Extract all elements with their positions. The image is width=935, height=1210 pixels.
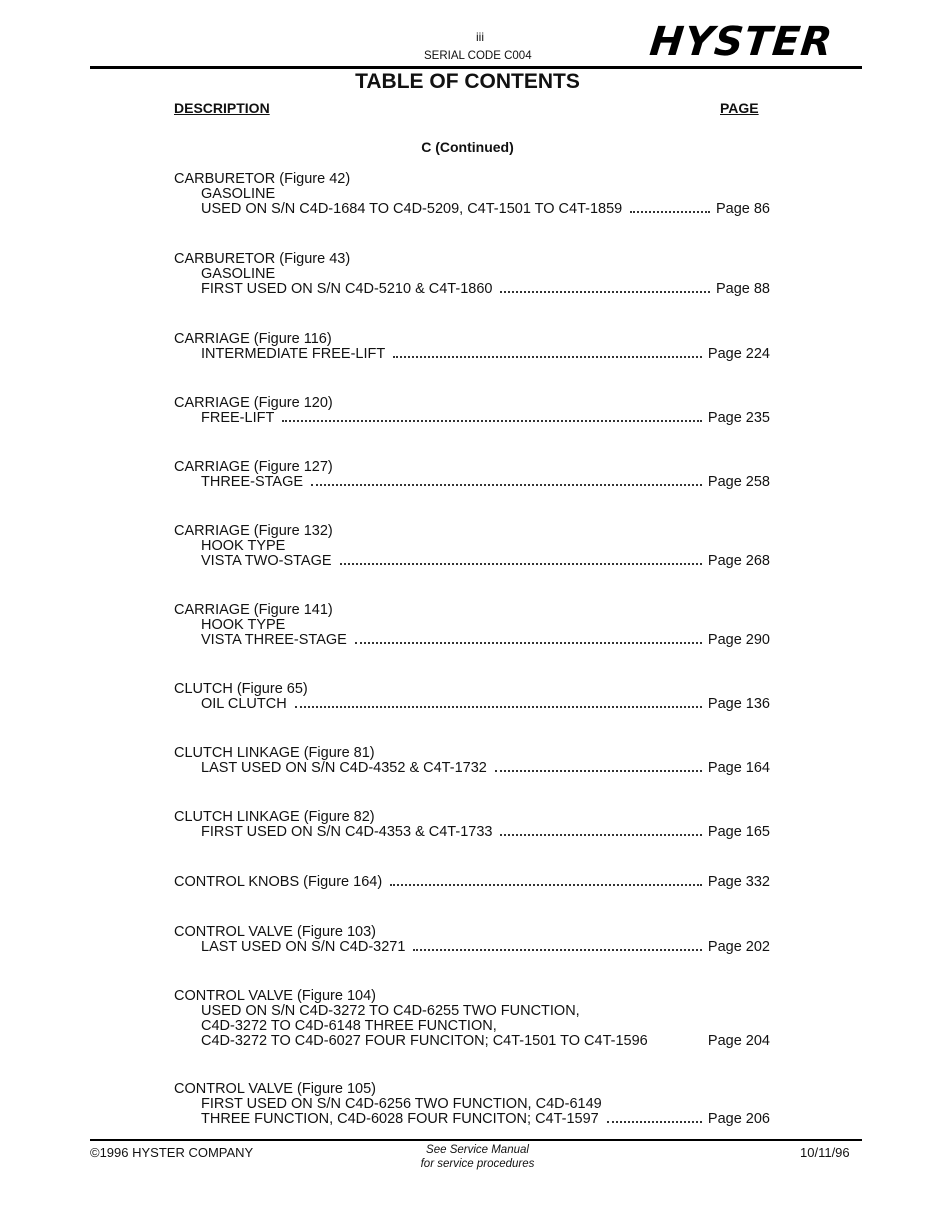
dot-leader bbox=[355, 642, 702, 644]
toc-entry-leader-line bbox=[174, 554, 770, 569]
dot-leader bbox=[340, 563, 702, 565]
toc-entry-leader-line bbox=[174, 347, 770, 362]
toc-entry-title: CONTROL VALVE (Figure 104) bbox=[174, 988, 376, 1004]
toc-entry bbox=[174, 332, 770, 362]
toc-entry-title: CLUTCH LINKAGE (Figure 82) bbox=[174, 809, 375, 825]
toc-entry bbox=[174, 875, 770, 890]
toc-entry-subtitle: C4D-3272 TO C4D-6148 THREE FUNCTION, bbox=[201, 1018, 497, 1034]
toc-entry-page: Page 86 bbox=[715, 201, 770, 217]
copyright: ©1996 HYSTER COMPANY bbox=[90, 1145, 254, 1160]
toc-entry-leader-line bbox=[174, 411, 770, 426]
toc-entry bbox=[174, 396, 770, 426]
toc-entry-title: CARRIAGE (Figure 127) bbox=[174, 459, 333, 475]
dot-leader bbox=[607, 1121, 702, 1123]
toc-entry bbox=[174, 252, 770, 297]
toc-entry-title: CONTROL VALVE (Figure 103) bbox=[174, 924, 376, 940]
toc-entry-leader-line bbox=[174, 282, 770, 297]
dot-leader bbox=[495, 770, 702, 772]
footer-rule bbox=[90, 1139, 862, 1141]
dot-leader bbox=[311, 484, 702, 486]
toc-entry-detail: INTERMEDIATE FREE-LIFT bbox=[201, 346, 386, 362]
dot-leader bbox=[282, 420, 702, 422]
toc-entry-leader-line bbox=[174, 825, 770, 840]
service-manual-note-line2: for service procedures bbox=[420, 1158, 535, 1170]
toc-entry-page: Page 88 bbox=[715, 281, 770, 297]
toc-entry-page: Page 136 bbox=[707, 696, 770, 712]
toc-entry bbox=[174, 460, 770, 490]
toc-entry bbox=[174, 810, 770, 840]
header-rule bbox=[90, 66, 862, 69]
toc-entry-page: Page 268 bbox=[707, 553, 770, 569]
toc-entry-leader-line bbox=[174, 475, 770, 490]
toc-entry-leader-line bbox=[174, 1112, 770, 1127]
dot-leader bbox=[630, 211, 710, 213]
serial-code: SERIAL CODE C004 bbox=[424, 50, 532, 62]
toc-entry bbox=[174, 172, 770, 217]
section-heading: C (Continued) bbox=[421, 139, 514, 155]
toc-entry-page: Page 290 bbox=[707, 632, 770, 648]
toc-entry-title: CARRIAGE (Figure 120) bbox=[174, 395, 333, 411]
toc-entry-detail: FIRST USED ON S/N C4D-5210 & C4T-1860 bbox=[201, 281, 493, 297]
toc-entry-subtitle: USED ON S/N C4D-3272 TO C4D-6255 TWO FUNCTION, bbox=[201, 1003, 580, 1019]
toc-entry-page: Page 204 bbox=[707, 1033, 770, 1049]
toc-entry bbox=[174, 1082, 770, 1127]
toc-entry-detail: VISTA TWO-STAGE bbox=[201, 553, 332, 569]
toc-entry-page: Page 165 bbox=[707, 824, 770, 840]
toc-entry-page: Page 206 bbox=[707, 1111, 770, 1127]
toc-entry-title: CONTROL VALVE (Figure 105) bbox=[174, 1081, 376, 1097]
toc-entry-title: CARRIAGE (Figure 132) bbox=[174, 523, 333, 539]
toc-entry-title: CLUTCH (Figure 65) bbox=[174, 681, 308, 697]
toc-entry-subtitle: GASOLINE bbox=[201, 266, 276, 282]
toc-entry-detail: VISTA THREE-STAGE bbox=[201, 632, 347, 648]
toc-entry-page: Page 258 bbox=[707, 474, 770, 490]
dot-leader bbox=[393, 356, 702, 358]
toc-entry-leader-line bbox=[174, 761, 770, 776]
toc-entry-page: Page 332 bbox=[707, 874, 770, 890]
dot-leader bbox=[390, 884, 702, 886]
toc-entry bbox=[174, 746, 770, 776]
toc-entry-detail: OIL CLUTCH bbox=[201, 696, 287, 712]
toc-entry-leader-line bbox=[174, 202, 770, 217]
page-column-heading: PAGE bbox=[720, 100, 759, 116]
dot-leader bbox=[413, 949, 701, 951]
toc-entry-leader-line bbox=[174, 633, 770, 648]
toc-entry-detail: LAST USED ON S/N C4D-4352 & C4T-1732 bbox=[201, 760, 487, 776]
toc-entry-title: CARRIAGE (Figure 141) bbox=[174, 602, 333, 618]
toc-entry bbox=[174, 925, 770, 955]
toc-entry-page: Page 235 bbox=[707, 410, 770, 426]
toc-entry-detail: C4D-3272 TO C4D-6027 FOUR FUNCITON; C4T-1501 TO C4T-1596 bbox=[201, 1033, 648, 1049]
toc-entry-detail: FREE-LIFT bbox=[201, 410, 275, 426]
page-number: iii bbox=[476, 30, 484, 44]
toc-entry-leader-line bbox=[174, 697, 770, 712]
toc-entry-leader-line bbox=[174, 1034, 770, 1049]
toc-entry-title: CARBURETOR (Figure 43) bbox=[174, 251, 351, 267]
dot-leader bbox=[500, 291, 710, 293]
toc-entry bbox=[174, 989, 770, 1049]
toc-entry-detail: CONTROL KNOBS (Figure 164) bbox=[174, 874, 383, 890]
toc-entry-title: CARBURETOR (Figure 42) bbox=[174, 171, 351, 187]
page-title: TABLE OF CONTENTS bbox=[355, 70, 580, 93]
dot-leader bbox=[500, 834, 701, 836]
toc-entry bbox=[174, 603, 770, 648]
toc-entry-page: Page 164 bbox=[707, 760, 770, 776]
toc-entry-subtitle: HOOK TYPE bbox=[201, 617, 286, 633]
toc-entry bbox=[174, 682, 770, 712]
toc-entry-page: Page 202 bbox=[707, 939, 770, 955]
toc-entry bbox=[174, 524, 770, 569]
service-manual-note-line1: See Service Manual bbox=[426, 1144, 529, 1156]
toc-entry-leader-line bbox=[174, 940, 770, 955]
toc-entry-detail: THREE-STAGE bbox=[201, 474, 304, 490]
toc-entry-title: CLUTCH LINKAGE (Figure 81) bbox=[174, 745, 375, 761]
toc-entry-page: Page 224 bbox=[707, 346, 770, 362]
toc-entry-detail: FIRST USED ON S/N C4D-4353 & C4T-1733 bbox=[201, 824, 493, 840]
toc-entry-leader-line bbox=[174, 875, 770, 890]
revision-date: 10/11/96 bbox=[800, 1145, 850, 1160]
toc-entry-detail: LAST USED ON S/N C4D-3271 bbox=[201, 939, 406, 955]
toc-entry-title: CARRIAGE (Figure 116) bbox=[174, 331, 332, 347]
service-manual-note bbox=[0, 1143, 935, 1171]
toc-entry-subtitle: HOOK TYPE bbox=[201, 538, 286, 554]
toc-entry-subtitle: FIRST USED ON S/N C4D-6256 TWO FUNCTION, C4D-6149 bbox=[201, 1096, 602, 1112]
hyster-logo: HYSTER bbox=[647, 19, 836, 65]
toc-entry-detail: USED ON S/N C4D-1684 TO C4D-5209, C4T-1501 TO C4T-1859 bbox=[201, 201, 623, 217]
description-column-heading: DESCRIPTION bbox=[174, 100, 270, 116]
toc-entry-subtitle: GASOLINE bbox=[201, 186, 276, 202]
dot-leader bbox=[295, 706, 702, 708]
toc-entry-detail: THREE FUNCTION, C4D-6028 FOUR FUNCITON; C4T-1597 bbox=[201, 1111, 599, 1127]
